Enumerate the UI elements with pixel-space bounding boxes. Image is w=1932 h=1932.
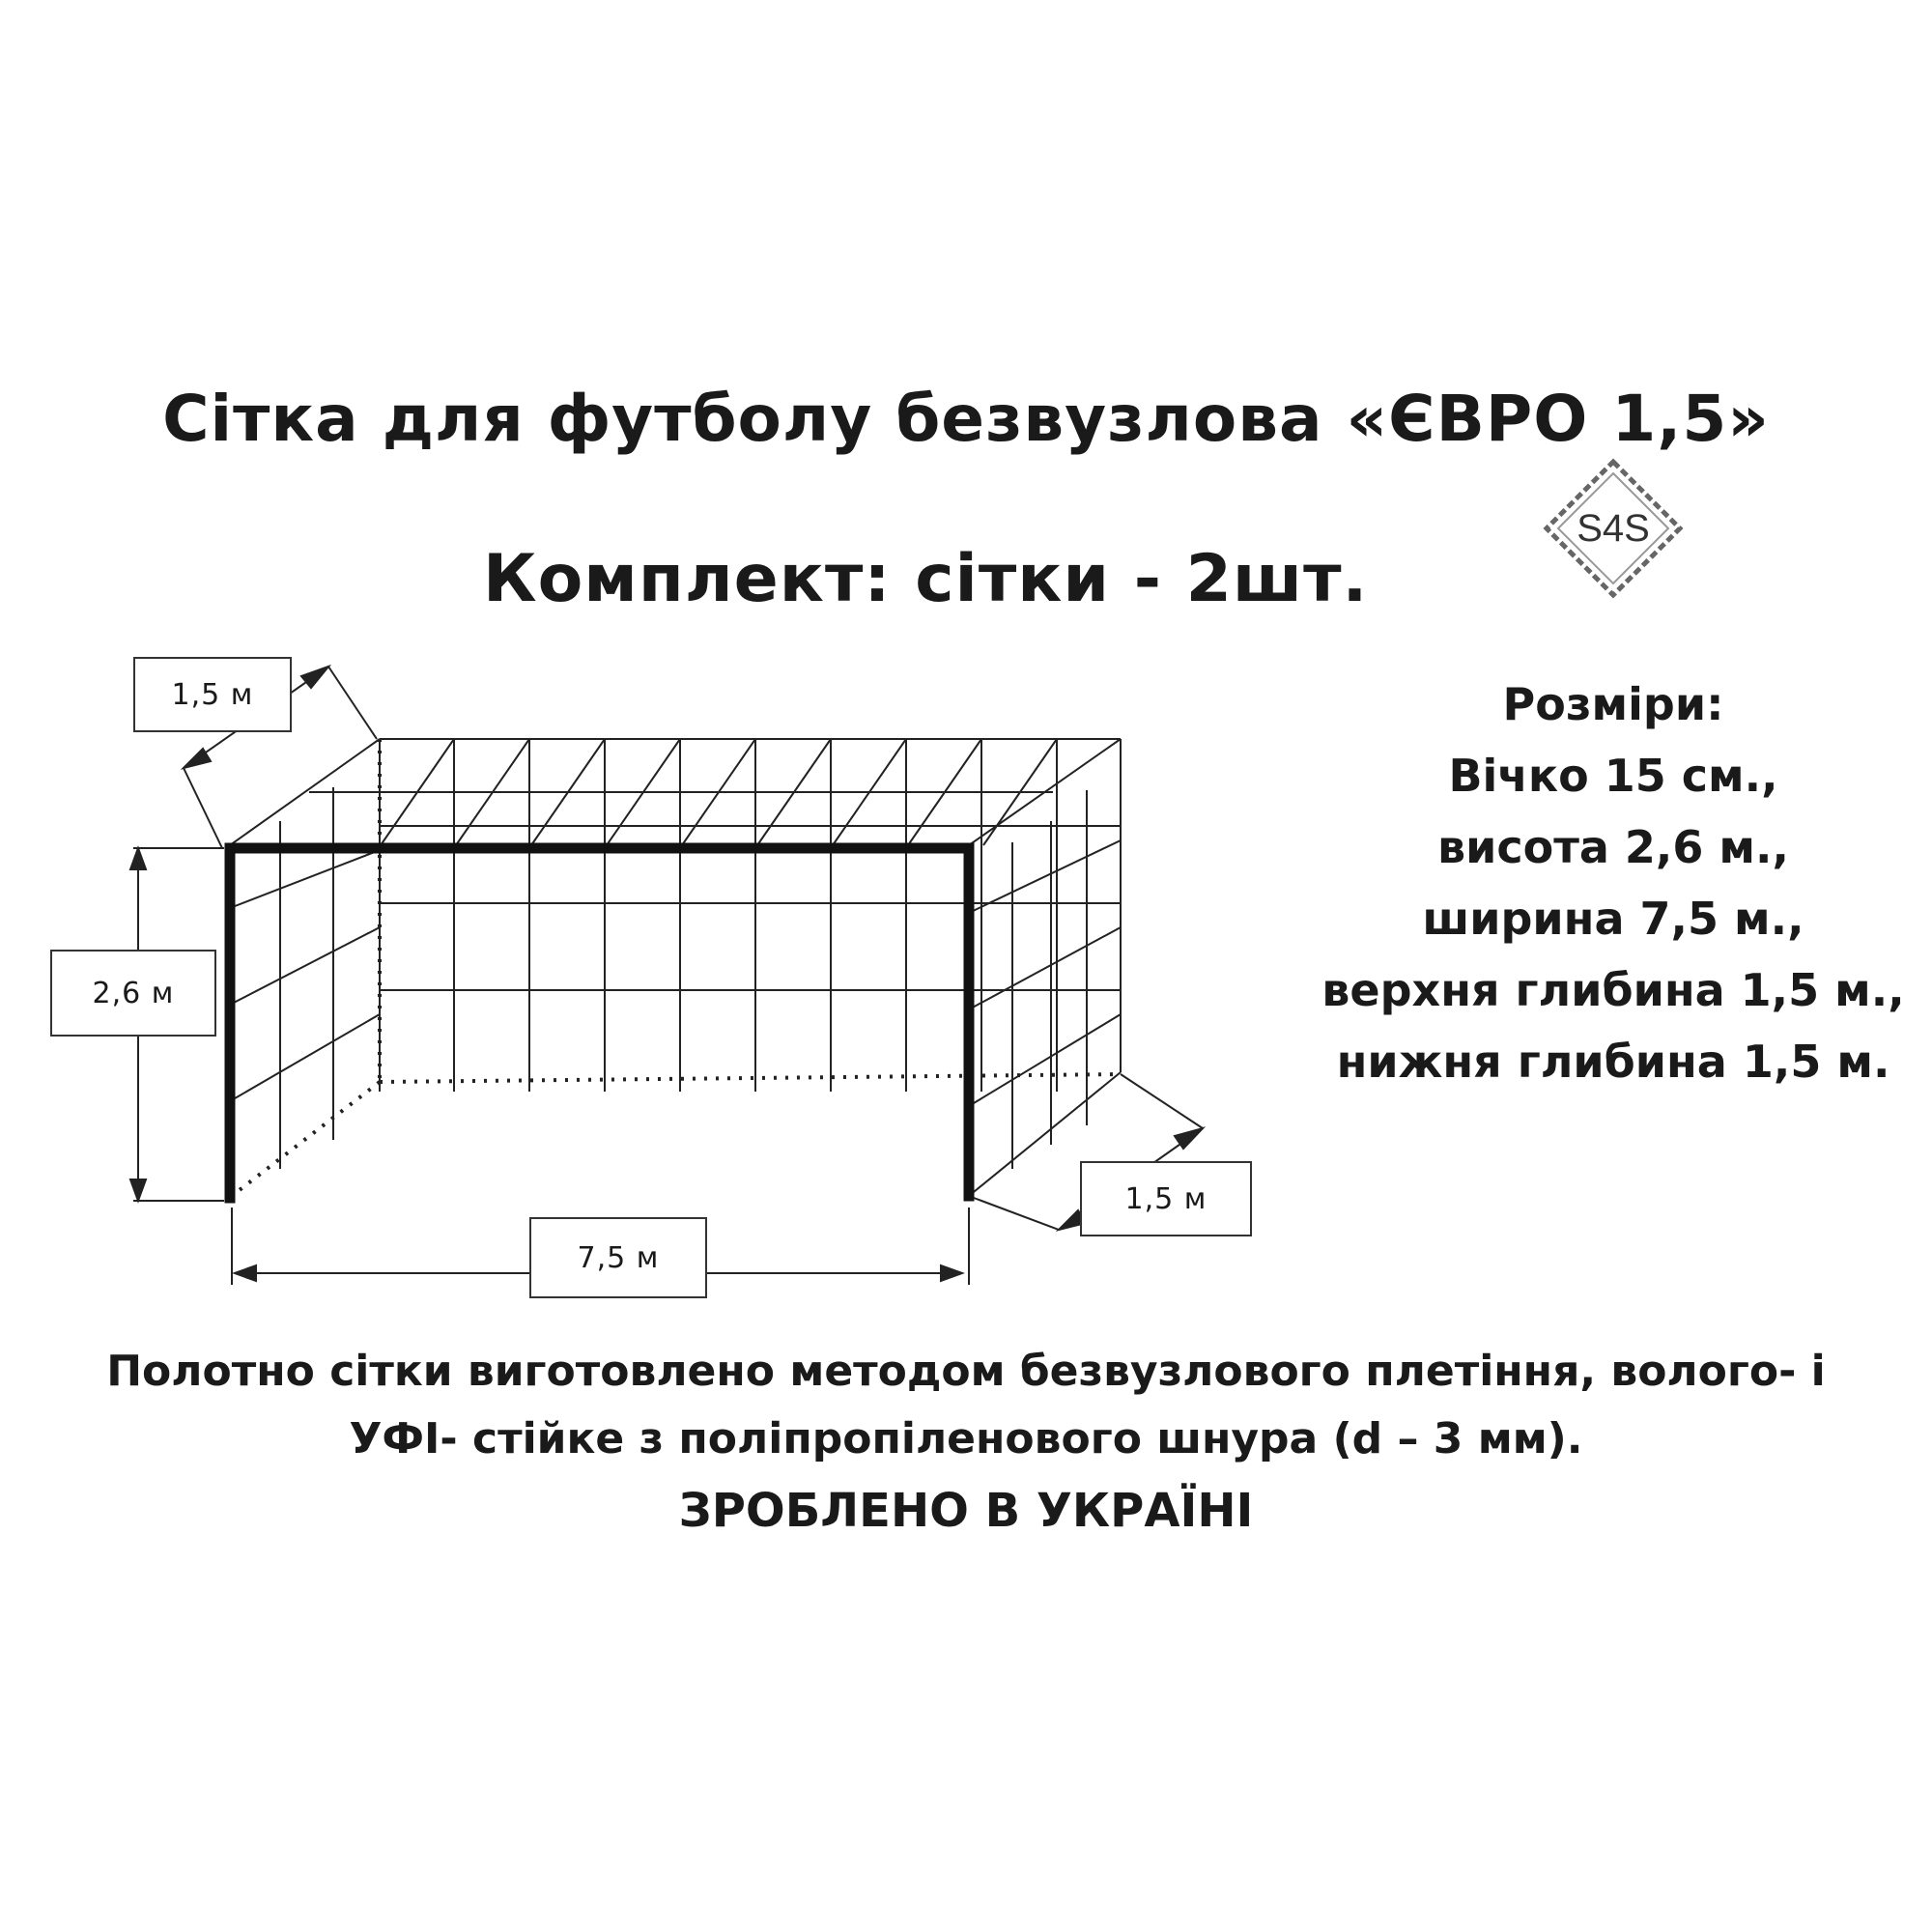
height-label: 2,6 м: [50, 950, 216, 1037]
dimension-line: нижня глибина 1,5 м.: [1336, 1036, 1890, 1088]
dimension-line: ширина 7,5 м.,: [1422, 893, 1804, 945]
dimension-line: висота 2,6 м.,: [1437, 821, 1789, 873]
dimensions-heading: Розміри:: [1502, 678, 1724, 730]
bottom-depth-label: 1,5 м: [1080, 1161, 1252, 1236]
net-mesh: [230, 739, 1121, 1196]
description-line: Полотно сітки виготовлено методом безвузлового плетіння, волого- і: [106, 1347, 1826, 1396]
dimension-line: Вічко 15 см.,: [1448, 750, 1778, 802]
document-title: Сітка для футболу безвузлова «ЄВРО 1,5»: [162, 382, 1770, 456]
goal-net-diagram: [0, 638, 1275, 1333]
kit-info: Комплект: сітки - 2шт.: [483, 541, 1369, 617]
description: [0, 1338, 1932, 1545]
description-line: УФІ- стійке з поліпропіленового шнура (d – 3 мм).: [349, 1414, 1583, 1463]
width-label: 7,5 м: [529, 1217, 707, 1298]
logo-text: S4S: [1577, 507, 1650, 550]
goal-frame: [230, 848, 969, 1198]
dimension-line: верхня глибина 1,5 м.,: [1321, 964, 1905, 1016]
made-in-label: ЗРОБЛЕНО В УКРАЇНІ: [678, 1484, 1254, 1538]
dimensions-block: [1285, 668, 1932, 1097]
hidden-edges: [232, 739, 1121, 1196]
top-depth-label: 1,5 м: [133, 657, 292, 732]
brand-logo: [1541, 456, 1686, 601]
